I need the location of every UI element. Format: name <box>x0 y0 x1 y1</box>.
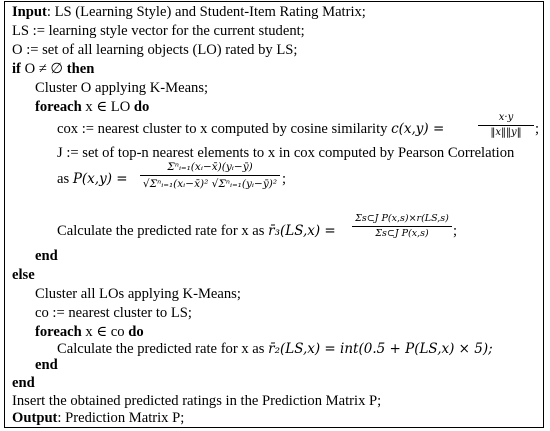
end-foreach-2: end <box>35 357 58 373</box>
input-line <box>12 4 366 21</box>
cosine-denominator: ‖x‖‖y‖ <box>490 127 522 138</box>
o-definition: O := set of all learning objects (LO) rated by LS; <box>12 42 298 58</box>
pearson-numerator: Σⁿᵢ₌₁(xᵢ−x̄)(yᵢ−ȳ) <box>167 161 253 173</box>
do-keyword-2: do <box>128 324 144 340</box>
output-label: Output <box>12 410 58 426</box>
end-foreach-1: end <box>35 248 58 264</box>
if-keyword: if <box>12 61 21 77</box>
do-keyword: do <box>133 99 150 115</box>
insert-line: Insert the obtained predicted ratings in the Prediction Matrix P; <box>12 393 382 409</box>
calc-r2-text: Calculate the predicted rate for x as <box>57 341 269 357</box>
foreach-lo-line <box>35 99 149 116</box>
pearson-end: ; <box>282 171 287 187</box>
calc-r2-line <box>57 341 493 358</box>
foreach-co-line <box>35 324 144 341</box>
foreach-keyword-2: foreach <box>35 324 82 340</box>
pearson-lhs: P(x,y) = <box>72 171 128 187</box>
cosine-fraction <box>478 112 534 139</box>
cox-line <box>57 121 444 138</box>
cluster-all-line: Cluster all LOs applying K-Means; <box>35 286 241 302</box>
pearson-denominator: √Σⁿᵢ₌₁(xᵢ−x̄)² √Σⁿᵢ₌₁(yᵢ−ȳ)² <box>142 178 278 190</box>
r3-end: ; <box>453 223 458 239</box>
end-if: end <box>12 375 35 391</box>
ls-definition: LS := learning style vector for the current student; <box>12 23 305 39</box>
cosine-lhs: c(x,y) = <box>391 121 445 137</box>
as-text: as <box>57 171 73 187</box>
cluster-o-line: Cluster O applying K-Means; <box>35 80 209 96</box>
if-line <box>12 61 94 78</box>
pearson-line <box>57 171 128 188</box>
foreach-keyword: foreach <box>35 99 82 115</box>
r3-lhs: r̄₃(LS,x) = <box>268 223 336 239</box>
pearson-fraction <box>140 160 280 191</box>
calc-r3-line <box>57 223 336 240</box>
output-line <box>12 410 184 427</box>
foreach-co-condition: x ∈ co <box>81 324 129 340</box>
r2-expression: r̄₂(LS,x) = int(0.5 + P(LS,x) × 5); <box>268 341 493 357</box>
output-text: : Prediction Matrix P; <box>57 410 185 426</box>
calc-r3-text: Calculate the predicted rate for x as <box>57 223 269 239</box>
cosine-end: ; <box>535 121 540 137</box>
r3-fraction <box>352 213 452 240</box>
cox-text: cox := nearest cluster to x computed by cosine similarity <box>57 121 392 137</box>
r3-denominator: Σs⊂J P(x,s) <box>375 228 429 239</box>
else-keyword: else <box>12 267 35 283</box>
input-label: Input <box>12 4 47 20</box>
j-definition: J := set of top-n nearest elements to x in cox computed by Pearson Correlation <box>57 145 515 161</box>
r3-numerator: Σs⊂J P(x,s)×r(LS,s) <box>355 213 449 224</box>
input-text: : LS (Learning Style) and Student-Item Rating Matrix; <box>46 4 366 20</box>
foreach-lo-condition: x ∈ LO <box>81 99 134 115</box>
cosine-numerator: x·y <box>498 112 514 123</box>
co-definition: co := nearest cluster to LS; <box>35 305 192 321</box>
if-condition: O ≠ ∅ <box>20 61 67 77</box>
then-keyword: then <box>66 61 95 77</box>
